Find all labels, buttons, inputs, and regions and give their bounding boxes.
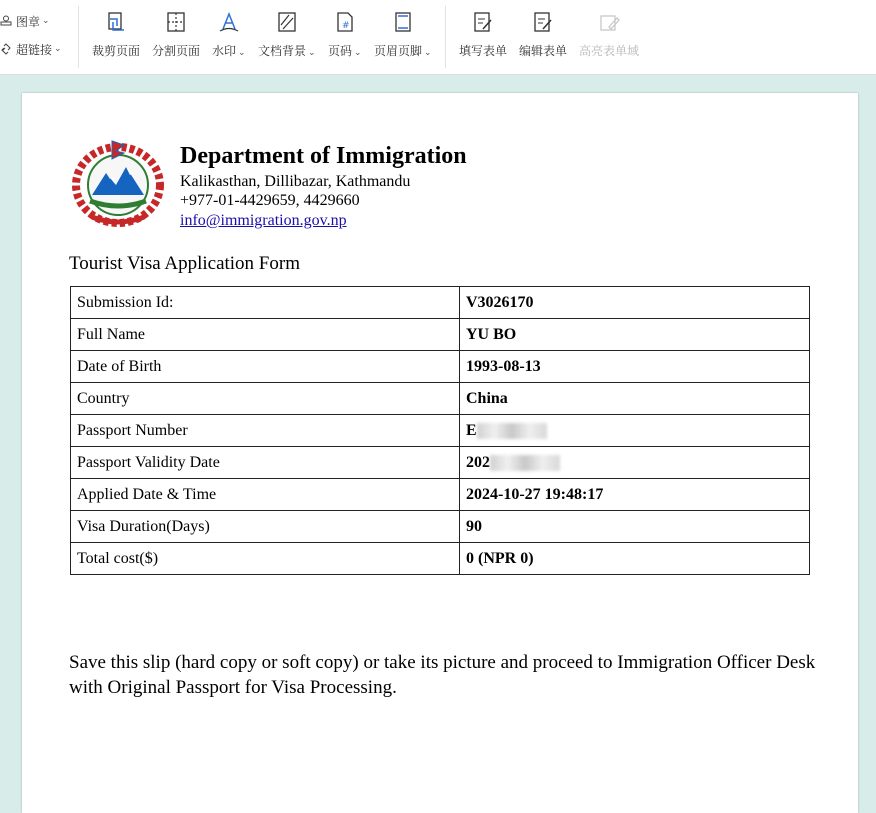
- link-icon: [0, 43, 12, 55]
- row-value: 0 (NPR 0): [460, 543, 810, 575]
- chevron-down-icon: ⌄: [238, 48, 246, 58]
- row-label: Submission Id:: [71, 287, 460, 319]
- highlight-form-field-icon: [597, 10, 621, 34]
- edit-form-button[interactable]: [519, 8, 567, 64]
- table-row: [71, 287, 810, 319]
- department-email-link[interactable]: info@immigration.gov.np: [180, 212, 347, 229]
- chevron-down-icon: ⌄: [354, 48, 362, 58]
- hyperlink-label: 超链接: [16, 42, 53, 57]
- split-page-icon: [164, 10, 188, 34]
- header-footer-button[interactable]: [374, 8, 432, 64]
- row-value: V3026170: [460, 287, 810, 319]
- highlight-form-field-label: 高亮表单域: [579, 44, 640, 58]
- crop-page-icon: [104, 10, 128, 34]
- table-row: [71, 447, 810, 479]
- stamp-button[interactable]: [0, 11, 50, 31]
- page-number-icon: [333, 10, 357, 34]
- chevron-down-icon: ⌄: [42, 16, 50, 26]
- page-number-label: 页码: [328, 44, 353, 58]
- application-table: [70, 286, 810, 575]
- document-background-button[interactable]: [258, 8, 316, 64]
- highlight-form-field-button[interactable]: [579, 8, 639, 64]
- watermark-label: 水印: [212, 44, 237, 58]
- instruction-note: Save this slip (hard copy or soft copy) or take its picture and proceed to Immigration Officer Desk with Original Passport for Visa Processing.: [69, 652, 816, 698]
- row-value: 1993-08-13: [460, 351, 810, 383]
- crop-page-button[interactable]: [92, 8, 140, 64]
- row-value: 2024-10-27 19:48:17: [460, 479, 810, 511]
- toolbar-divider: [445, 6, 446, 68]
- toolbar-divider: [78, 6, 79, 68]
- hyperlink-button[interactable]: [0, 39, 62, 59]
- table-row: [71, 479, 810, 511]
- fill-form-icon: [471, 10, 495, 34]
- edit-form-icon: [531, 10, 555, 34]
- redaction-blur: [477, 423, 547, 439]
- toolbar: [0, 0, 876, 75]
- edit-form-label: 编辑表单: [519, 44, 568, 58]
- split-page-button[interactable]: [152, 8, 200, 64]
- row-label: Full Name: [71, 319, 460, 351]
- document-background-icon: [275, 10, 299, 34]
- department-phone: +977-01-4429659, 4429660: [180, 192, 360, 209]
- nepal-emblem-icon: [70, 137, 166, 227]
- row-label: Country: [71, 383, 460, 415]
- document-background-label: 文档背景: [258, 44, 307, 58]
- fill-form-button[interactable]: [459, 8, 507, 64]
- split-page-label: 分割页面: [152, 44, 201, 58]
- row-value: China: [460, 383, 810, 415]
- row-value: E: [466, 421, 477, 439]
- document-page: [22, 93, 858, 813]
- department-title: Department of Immigration: [180, 143, 467, 169]
- table-row: [71, 319, 810, 351]
- crop-page-label: 裁剪页面: [92, 44, 141, 58]
- toolbar-left-group: [0, 0, 78, 74]
- page-number-button[interactable]: [328, 8, 362, 64]
- chevron-down-icon: ⌄: [424, 48, 432, 58]
- watermark-button[interactable]: [212, 8, 246, 64]
- row-label: Applied Date & Time: [71, 479, 460, 511]
- row-label: Date of Birth: [71, 351, 460, 383]
- chevron-down-icon: ⌄: [54, 44, 62, 54]
- department-address: Kalikasthan, Dillibazar, Kathmandu: [180, 173, 411, 190]
- svg-text:#: #: [341, 21, 350, 31]
- row-label: Total cost($): [71, 543, 460, 575]
- row-value: 90: [460, 511, 810, 543]
- stamp-label: 图章: [16, 14, 41, 29]
- row-value: 202: [466, 453, 490, 471]
- redaction-blur: [490, 455, 560, 471]
- fill-form-label: 填写表单: [459, 44, 508, 58]
- header-footer-label: 页眉页脚: [374, 44, 423, 58]
- watermark-icon: [217, 10, 241, 34]
- form-title: Tourist Visa Application Form: [69, 253, 300, 274]
- table-row: [71, 351, 810, 383]
- row-label: Passport Number: [71, 415, 460, 447]
- header-footer-icon: [391, 10, 415, 34]
- table-row: [71, 543, 810, 575]
- row-label: Passport Validity Date: [71, 447, 460, 479]
- table-row: [71, 415, 810, 447]
- stamp-icon: [0, 15, 12, 27]
- table-row: [71, 383, 810, 415]
- chevron-down-icon: ⌄: [308, 48, 316, 58]
- row-value: YU BO: [460, 319, 810, 351]
- table-row: [71, 511, 810, 543]
- row-label: Visa Duration(Days): [71, 511, 460, 543]
